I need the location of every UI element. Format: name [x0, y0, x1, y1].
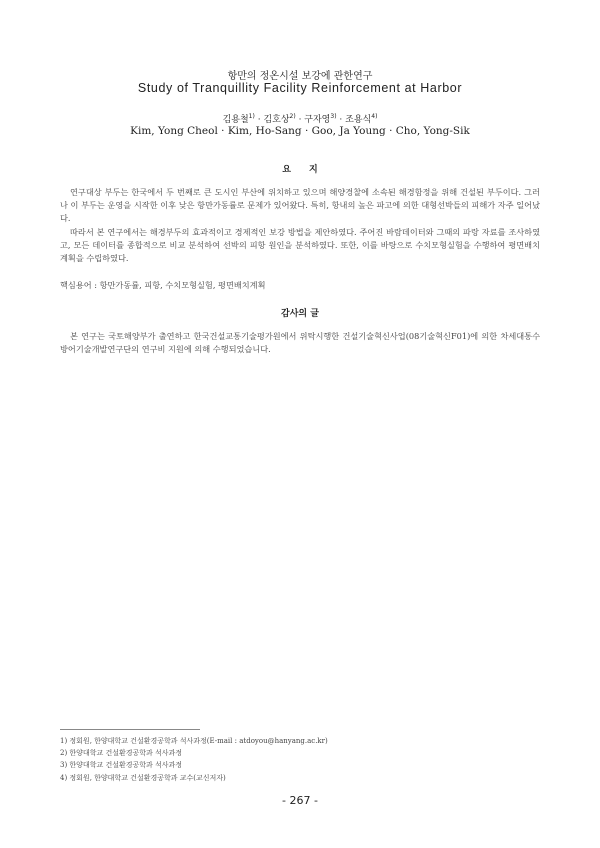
footnotes: [60, 735, 540, 784]
author-separator: ·: [254, 115, 264, 125]
footnote-divider: [60, 729, 200, 730]
author-mark: 2): [289, 113, 296, 120]
author-separator: ·: [295, 115, 305, 125]
page-number: - 267 -: [282, 794, 318, 807]
author-name: 김용철: [222, 115, 249, 125]
acknowledgement-heading: 감사의 글: [281, 309, 319, 319]
keywords: 핵심용어 : 항만가동률, 피항, 수치모형실험, 평면배치계획: [60, 280, 266, 290]
author-mark: 4): [371, 113, 378, 120]
author-name: 구자영: [304, 115, 331, 125]
authors-korean: [0, 112, 600, 125]
footnote-item: 1) 정회원, 한양대학교 건설환경공학과 석사과정(E-mail : atdoyou@hanyang.ac.kr): [60, 737, 328, 745]
author-separator: ·: [336, 115, 346, 125]
author-mark: 3): [330, 113, 337, 120]
author-mark: 1): [248, 113, 255, 120]
authors-english: Kim, Yong Cheol · Kim, Ho-Sang · Goo, Ja Young · Cho, Yong-Sik: [130, 125, 470, 137]
title-english: Study of Tranquillity Facility Reinforcement at Harbor: [137, 81, 463, 95]
author-name: 조용식: [345, 115, 372, 125]
abstract-body: [60, 186, 540, 265]
footnote-item: 4) 정회원, 한양대학교 건설환경공학과 교수(교신저자): [60, 773, 226, 782]
footnote-item: 2) 한양대학교 건설환경공학과 석사과정: [60, 749, 183, 758]
abstract-paragraph: 따라서 본 연구에서는 해경부두의 효과적이고 경제적인 보강 방법을 제안하였다. 주어진 바람데이터와 그때의 파랑 자료를 조사하였고, 모든 데이터를 종합적으로 비교 분석하여 선박의 피항 원인을 분석하였다. 또한, 이를 바탕으로 수치모형실험을 수행하여 평면배치계획을 수립하였다.: [60, 226, 540, 264]
acknowledgement-body: [60, 330, 540, 356]
title-korean: 항만의 정온시설 보강에 관한연구: [227, 71, 373, 82]
abstract-paragraph: 연구대상 부두는 한국에서 두 번째로 큰 도시인 부산에 위치하고 있으며 해양경찰에 소속된 해경함정을 위해 건설된 부두이다. 그러나 이 부두는 운영을 시작한 이후 낮은 항만가동률로 문제가 있어왔다. 특히, 항내의 높은 파고에 의한 대형선박들의 피해가 자주 일어났다.: [60, 187, 540, 224]
acknowledgement-paragraph: 본 연구는 국토해양부가 출연하고 한국건설교통기술평가원에서 위탁시행한 건설기술혁신사업(08기술혁신F01)에 의한 차세대통수방어기술개발연구단의 연구비 지원에 의해 수행되었습니다.: [60, 331, 540, 355]
author-name: 김호상: [263, 115, 290, 125]
footnote-item: 3) 한양대학교 건설환경공학과 석사과정: [60, 761, 183, 770]
abstract-heading: 요지: [282, 165, 336, 175]
